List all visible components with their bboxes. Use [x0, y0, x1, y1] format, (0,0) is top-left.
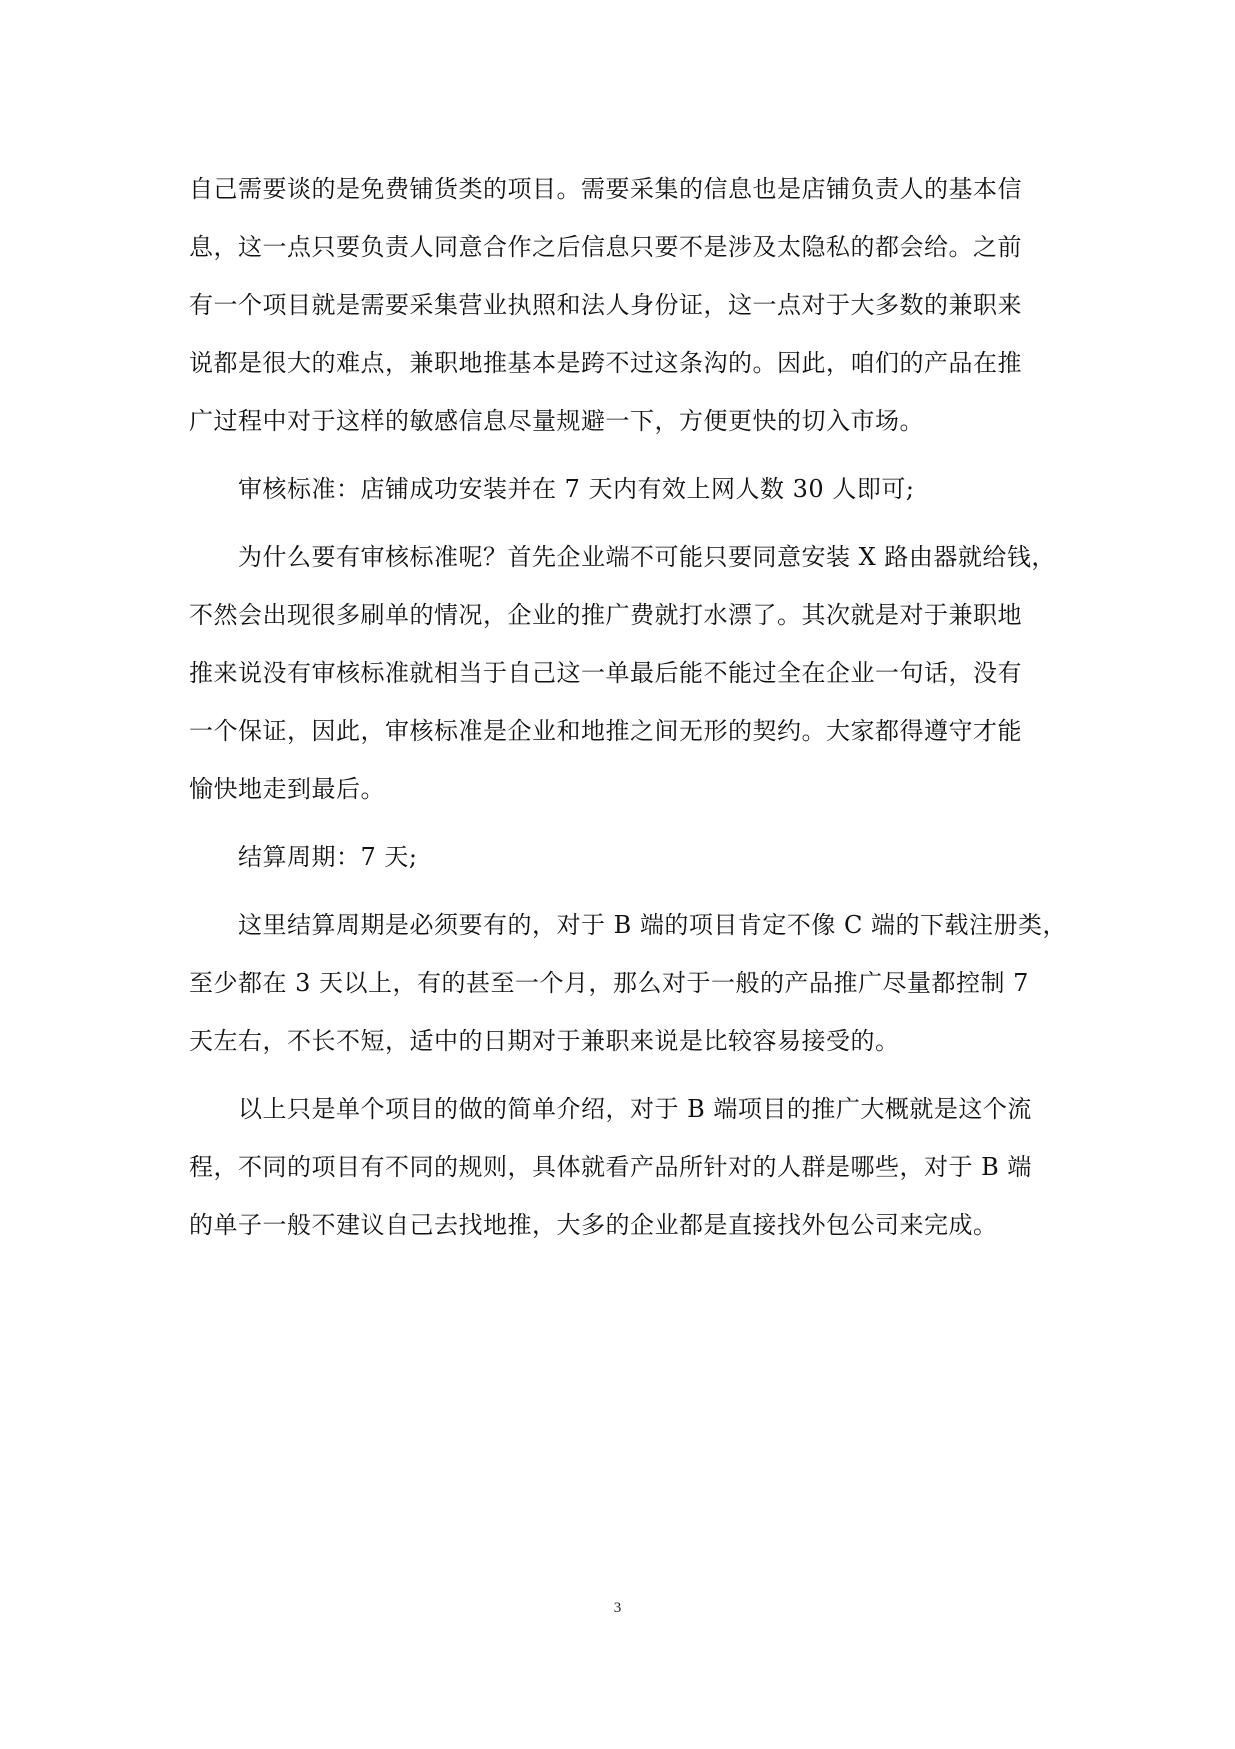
text-line: 为什么要有审核标准呢？首先企业端不可能只要同意安装 X 路由器就给钱，: [238, 543, 1056, 571]
body-text: [189, 160, 1068, 1254]
text-line: 广过程中对于这样的敏感信息尽量规避一下，方便更快的切入市场。: [189, 407, 924, 435]
text-line: 有一个项目就是需要采集营业执照和法人身份证，这一点对于大多数的兼职来: [189, 291, 1022, 319]
text-line: 审核标准：店铺成功安装并在 7 天内有效上网人数 30 人即可;: [238, 475, 915, 503]
text-line: 愉快地走到最后。: [189, 775, 385, 803]
paragraph-2: [189, 460, 1049, 518]
text-line: 的单子一般不建议自己去找地推，大多的企业都是直接找外包公司来完成。: [189, 1211, 998, 1239]
text-line: 程，不同的项目有不同的规则，具体就看产品所针对的人群是哪些，对于 B 端: [189, 1153, 1032, 1181]
text-line: 天左右，不长不短，适中的日期对于兼职来说是比较容易接受的。: [189, 1027, 900, 1055]
paragraph-3: [189, 528, 1056, 818]
text-line: 一个保证，因此，审核标准是企业和地推之间无形的契约。大家都得遵守才能: [189, 717, 1022, 745]
paragraph-6: [189, 1080, 1049, 1254]
text-line: 结算周期：7 天;: [238, 843, 418, 871]
text-line: 不然会出现很多刷单的情况，企业的推广费就打水漂了。其次就是对于兼职地: [189, 601, 1022, 629]
text-line: 说都是很大的难点，兼职地推基本是跨不过这条沟的。因此，咱们的产品在推: [189, 349, 1022, 377]
text-line: 这里结算周期是必须要有的，对于 B 端的项目肯定不像 C 端的下载注册类，: [238, 911, 1068, 939]
page-number: 3: [613, 1600, 622, 1616]
text-line: 至少都在 3 天以上，有的甚至一个月，那么对于一般的产品推广尽量都控制 7: [189, 969, 1029, 997]
text-line: 推来说没有审核标准就相当于自己这一单最后能不能过全在企业一句话，没有: [189, 659, 1022, 687]
text-line: 自己需要谈的是免费铺货类的项目。需要采集的信息也是店铺负责人的基本信: [189, 175, 1022, 203]
paragraph-5: [189, 896, 1068, 1070]
paragraph-4: [189, 828, 1049, 886]
text-line: 息，这一点只要负责人同意合作之后信息只要不是涉及太隐私的都会给。之前: [189, 233, 1022, 261]
paragraph-1: [189, 160, 1049, 450]
text-line: 以上只是单个项目的做的简单介绍，对于 B 端项目的推广大概就是这个流: [238, 1095, 1032, 1123]
